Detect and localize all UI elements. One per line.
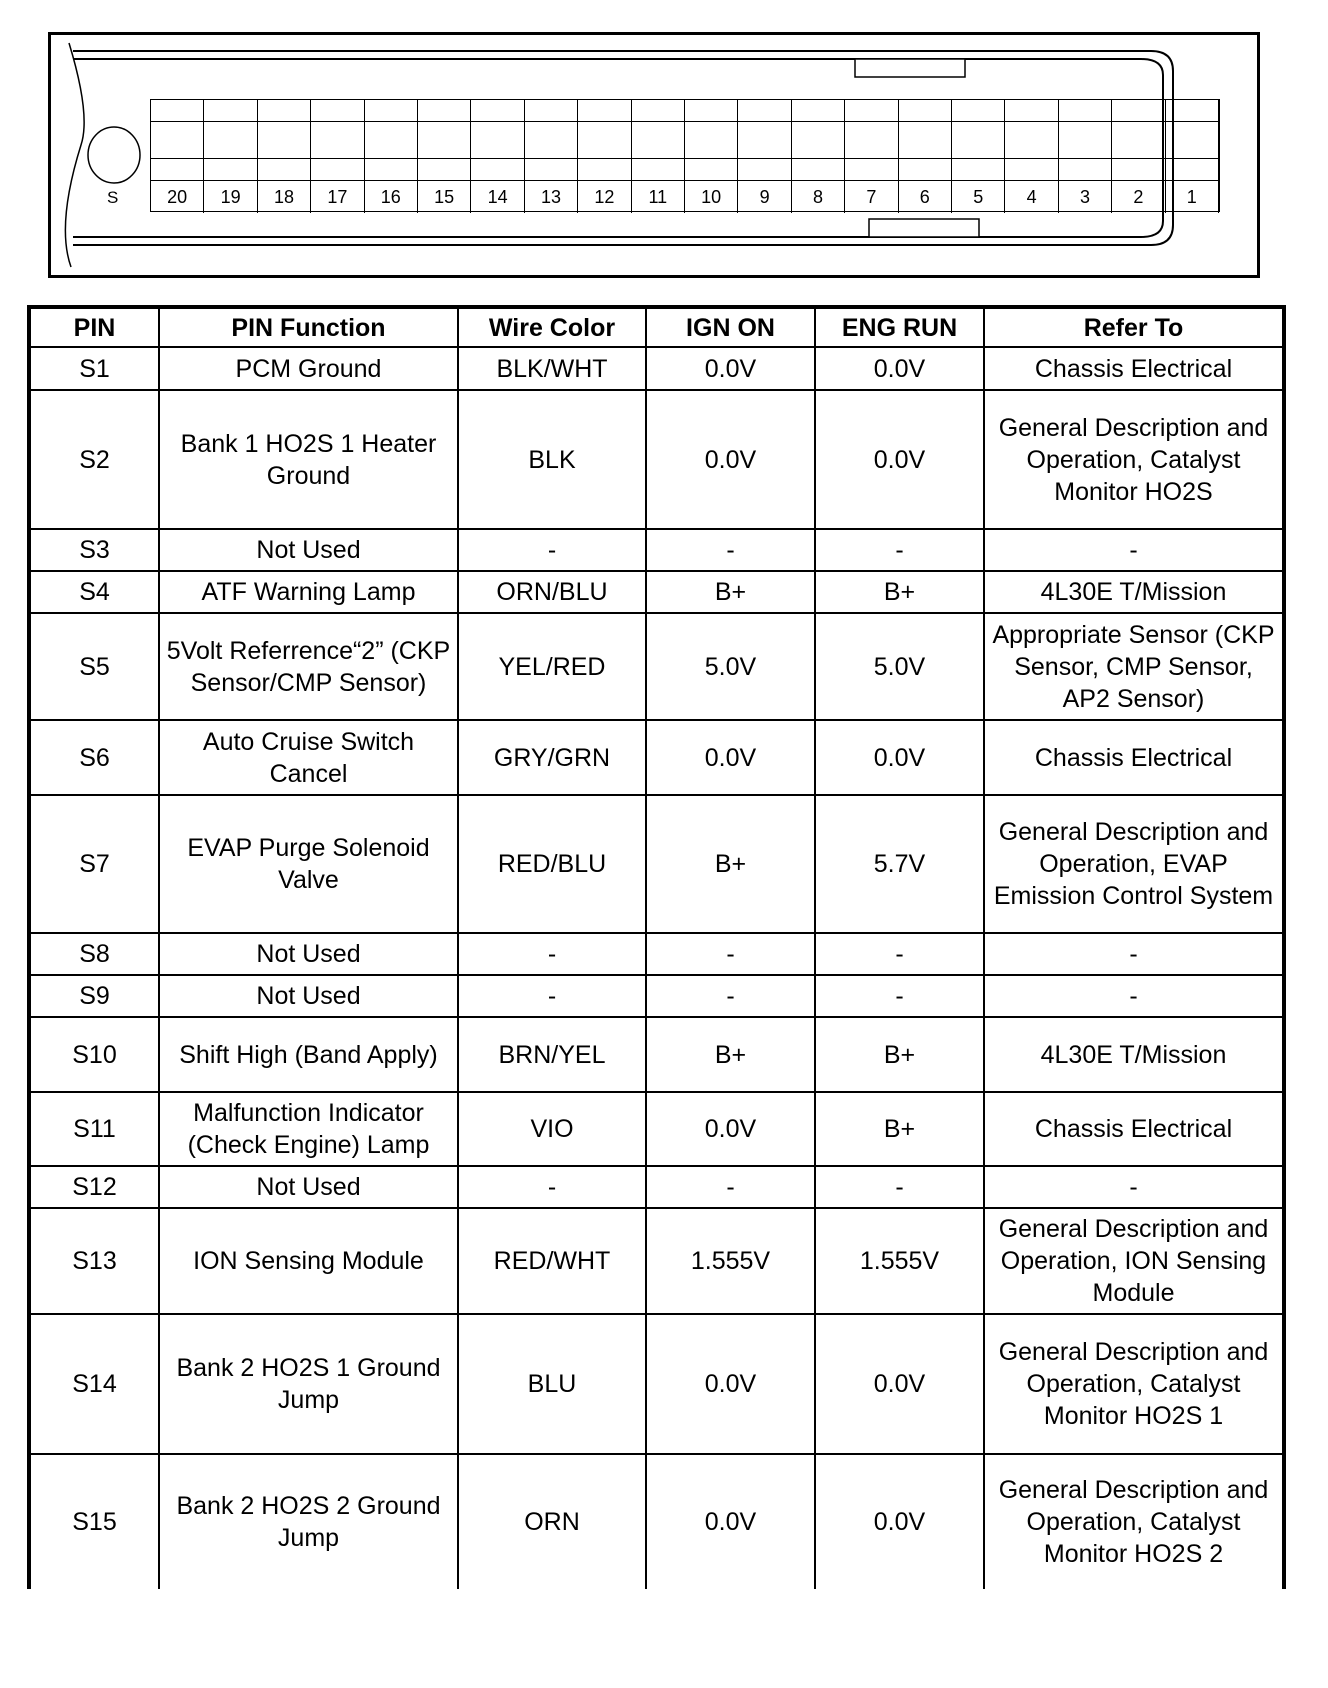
pin-cavity	[311, 100, 364, 122]
pin-cavity	[632, 122, 685, 159]
table-row	[29, 529, 1284, 571]
refer-to-cell: General Description and Operation, Catalyst Monitor HO2S	[984, 390, 1284, 529]
pin-function-cell: ION Sensing Module	[159, 1208, 458, 1314]
refer-to-cell: General Description and Operation, ION Sensing Module	[984, 1208, 1284, 1314]
eng-run-cell: B+	[815, 1017, 984, 1092]
refer-to-cell: General Description and Operation, EVAP Emission Control System	[984, 795, 1284, 933]
pin-number: 20	[151, 181, 204, 213]
pin-function-cell: Bank 1 HO2S 1 Heater Ground	[159, 390, 458, 529]
pin-cavity	[792, 100, 845, 122]
wire-color-cell: GRY/GRN	[458, 720, 646, 795]
pin-table	[27, 305, 1286, 1589]
eng-run-cell: -	[815, 933, 984, 975]
pin-cavity	[258, 159, 311, 181]
pin-cell: S8	[29, 933, 159, 975]
pin-cavity	[952, 122, 1005, 159]
table-row	[29, 1166, 1284, 1208]
pin-number: 3	[1059, 181, 1112, 213]
pin-cell: S13	[29, 1208, 159, 1314]
wire-color-cell: BLU	[458, 1314, 646, 1454]
pin-function-cell: EVAP Purge Solenoid Valve	[159, 795, 458, 933]
table-row	[29, 720, 1284, 795]
ign-on-cell: B+	[646, 795, 815, 933]
pin-number: 2	[1112, 181, 1165, 213]
pin-number: 5	[952, 181, 1005, 213]
wire-color-cell: BLK	[458, 390, 646, 529]
table-row	[29, 1454, 1284, 1589]
wire-color-cell: -	[458, 975, 646, 1017]
pin-number: 4	[1005, 181, 1058, 213]
pin-cavity	[1059, 122, 1112, 159]
pin-cell: S15	[29, 1454, 159, 1589]
pin-cavity	[1112, 159, 1165, 181]
pin-cell: S5	[29, 613, 159, 720]
pin-cavity	[365, 159, 418, 181]
refer-to-cell: Chassis Electrical	[984, 720, 1284, 795]
pin-cavity	[525, 100, 578, 122]
pin-cavity	[471, 122, 524, 159]
ign-on-cell: 0.0V	[646, 1454, 815, 1589]
table-row	[29, 975, 1284, 1017]
refer-to-cell: 4L30E T/Mission	[984, 571, 1284, 613]
pin-function-cell: 5Volt Referrence“2” (CKP Sensor/CMP Sensor)	[159, 613, 458, 720]
pin-cavity	[899, 100, 952, 122]
pin-cavity	[685, 122, 738, 159]
pin-number: 14	[471, 181, 524, 213]
pin-number: 1	[1166, 181, 1219, 213]
table-row	[29, 571, 1284, 613]
wire-color-cell: BLK/WHT	[458, 347, 646, 390]
pin-cavity	[204, 159, 257, 181]
column-header: Refer To	[984, 307, 1284, 347]
ign-on-cell: -	[646, 975, 815, 1017]
table-row	[29, 1092, 1284, 1166]
ign-on-cell: -	[646, 1166, 815, 1208]
pin-cavity	[151, 100, 204, 122]
column-header: PIN	[29, 307, 159, 347]
ign-on-cell: 5.0V	[646, 613, 815, 720]
wire-color-cell: VIO	[458, 1092, 646, 1166]
pin-number: 19	[204, 181, 257, 213]
pin-cavity	[365, 122, 418, 159]
pin-cell: S6	[29, 720, 159, 795]
refer-to-cell: -	[984, 1166, 1284, 1208]
eng-run-cell: 0.0V	[815, 347, 984, 390]
pin-function-cell: Shift High (Band Apply)	[159, 1017, 458, 1092]
wire-color-cell: RED/WHT	[458, 1208, 646, 1314]
pin-cavity	[1005, 159, 1058, 181]
pin-cavity	[845, 159, 898, 181]
ign-on-cell: -	[646, 933, 815, 975]
wire-color-cell: YEL/RED	[458, 613, 646, 720]
table-header	[29, 307, 1284, 347]
refer-to-cell: -	[984, 933, 1284, 975]
pin-cavity	[578, 159, 631, 181]
pin-number: 12	[578, 181, 631, 213]
eng-run-cell: 1.555V	[815, 1208, 984, 1314]
pin-number: 9	[738, 181, 791, 213]
pin-cavity	[258, 122, 311, 159]
refer-to-cell: 4L30E T/Mission	[984, 1017, 1284, 1092]
eng-run-cell: 0.0V	[815, 1314, 984, 1454]
pin-cavity	[418, 100, 471, 122]
pin-cavity	[1059, 159, 1112, 181]
table-row	[29, 1017, 1284, 1092]
pin-cell: S14	[29, 1314, 159, 1454]
pin-number: 17	[311, 181, 364, 213]
connector-label: S	[107, 188, 119, 207]
pin-cavity	[311, 159, 364, 181]
pin-function-cell: Malfunction Indicator (Check Engine) Lamp	[159, 1092, 458, 1166]
eng-run-cell: 0.0V	[815, 390, 984, 529]
table-row	[29, 1314, 1284, 1454]
column-header: IGN ON	[646, 307, 815, 347]
refer-to-cell: -	[984, 975, 1284, 1017]
wire-color-cell: ORN	[458, 1454, 646, 1589]
pin-number: 8	[792, 181, 845, 213]
pin-cavity	[204, 100, 257, 122]
pin-function-cell: Bank 2 HO2S 1 Ground Jump	[159, 1314, 458, 1454]
eng-run-cell: 0.0V	[815, 1454, 984, 1589]
ign-on-cell: 0.0V	[646, 720, 815, 795]
pin-cavity	[1059, 100, 1112, 122]
pin-cavity	[952, 100, 1005, 122]
column-header: PIN Function	[159, 307, 458, 347]
wire-color-cell: RED/BLU	[458, 795, 646, 933]
pin-function-cell: Not Used	[159, 933, 458, 975]
refer-to-cell: Chassis Electrical	[984, 1092, 1284, 1166]
pin-function-cell: Bank 2 HO2S 2 Ground Jump	[159, 1454, 458, 1589]
pin-cavity	[525, 122, 578, 159]
refer-to-cell: General Description and Operation, Catalyst Monitor HO2S 1	[984, 1314, 1284, 1454]
table-row	[29, 933, 1284, 975]
eng-run-cell: -	[815, 1166, 984, 1208]
pin-cavity	[792, 122, 845, 159]
pin-number: 15	[418, 181, 471, 213]
pin-cavity	[738, 159, 791, 181]
pin-cell: S1	[29, 347, 159, 390]
wire-color-cell: -	[458, 1166, 646, 1208]
eng-run-cell: 5.0V	[815, 613, 984, 720]
refer-to-cell: Chassis Electrical	[984, 347, 1284, 390]
pin-number: 18	[258, 181, 311, 213]
eng-run-cell: -	[815, 975, 984, 1017]
wire-color-cell: BRN/YEL	[458, 1017, 646, 1092]
pin-cavity	[1166, 100, 1219, 122]
ign-on-cell: 0.0V	[646, 390, 815, 529]
pin-cavity	[578, 100, 631, 122]
refer-to-cell: Appropriate Sensor (CKP Sensor, CMP Sensor, AP2 Sensor)	[984, 613, 1284, 720]
pin-cavity	[1112, 100, 1165, 122]
pin-number: 16	[365, 181, 418, 213]
pin-function-cell: ATF Warning Lamp	[159, 571, 458, 613]
pin-cavity	[685, 100, 738, 122]
wire-color-cell: -	[458, 933, 646, 975]
pin-cell: S7	[29, 795, 159, 933]
pin-cavity	[204, 122, 257, 159]
pin-cell: S9	[29, 975, 159, 1017]
pin-cavity	[952, 159, 1005, 181]
pin-function-cell: PCM Ground	[159, 347, 458, 390]
eng-run-cell: -	[815, 529, 984, 571]
pin-cavity	[792, 159, 845, 181]
pin-cavity	[1112, 122, 1165, 159]
pin-cavity	[365, 100, 418, 122]
column-header: Wire Color	[458, 307, 646, 347]
pin-number: 10	[685, 181, 738, 213]
ign-on-cell: 0.0V	[646, 1092, 815, 1166]
pin-cavity	[471, 159, 524, 181]
pin-cavity	[845, 100, 898, 122]
pin-cavity	[738, 122, 791, 159]
pin-cavity	[311, 122, 364, 159]
pin-cavity	[525, 159, 578, 181]
refer-to-cell: General Description and Operation, Catalyst Monitor HO2S 2	[984, 1454, 1284, 1589]
pin-function-cell: Not Used	[159, 529, 458, 571]
pin-cavity	[151, 159, 204, 181]
pin-cavity	[151, 122, 204, 159]
eng-run-cell: 5.7V	[815, 795, 984, 933]
table-row	[29, 347, 1284, 390]
table-row	[29, 1208, 1284, 1314]
pin-cavity	[632, 100, 685, 122]
pin-cavity	[738, 100, 791, 122]
pin-function-cell: Not Used	[159, 1166, 458, 1208]
pin-cavity	[685, 159, 738, 181]
eng-run-cell: B+	[815, 571, 984, 613]
ign-on-cell: -	[646, 529, 815, 571]
pin-cavity	[1166, 122, 1219, 159]
pin-cavity	[632, 159, 685, 181]
pin-number: 6	[899, 181, 952, 213]
pin-cavity	[1005, 122, 1058, 159]
pin-cavity	[418, 122, 471, 159]
pin-number: 13	[525, 181, 578, 213]
wire-color-cell: ORN/BLU	[458, 571, 646, 613]
pin-cavity	[845, 122, 898, 159]
table-row	[29, 795, 1284, 933]
pin-cell: S4	[29, 571, 159, 613]
ign-on-cell: B+	[646, 1017, 815, 1092]
connector-diagram	[48, 32, 1260, 278]
pin-cavity	[899, 122, 952, 159]
pin-cavity	[1166, 159, 1219, 181]
ign-on-cell: 0.0V	[646, 347, 815, 390]
pin-cavity	[578, 122, 631, 159]
pin-cavity	[418, 159, 471, 181]
pin-cavity	[899, 159, 952, 181]
pin-number: 11	[632, 181, 685, 213]
pin-cell: S2	[29, 390, 159, 529]
pin-grid	[150, 99, 1220, 212]
pin-cell: S11	[29, 1092, 159, 1166]
pin-cavity	[258, 100, 311, 122]
table-row	[29, 613, 1284, 720]
pin-function-cell: Auto Cruise Switch Cancel	[159, 720, 458, 795]
pin-cavity	[471, 100, 524, 122]
eng-run-cell: B+	[815, 1092, 984, 1166]
pin-cavity	[1005, 100, 1058, 122]
ign-on-cell: 0.0V	[646, 1314, 815, 1454]
pin-cell: S12	[29, 1166, 159, 1208]
eng-run-cell: 0.0V	[815, 720, 984, 795]
ign-on-cell: 1.555V	[646, 1208, 815, 1314]
pin-cell: S10	[29, 1017, 159, 1092]
refer-to-cell: -	[984, 529, 1284, 571]
pin-cell: S3	[29, 529, 159, 571]
column-header: ENG RUN	[815, 307, 984, 347]
ign-on-cell: B+	[646, 571, 815, 613]
table-row	[29, 390, 1284, 529]
pin-number: 7	[845, 181, 898, 213]
wire-color-cell: -	[458, 529, 646, 571]
pin-function-cell: Not Used	[159, 975, 458, 1017]
